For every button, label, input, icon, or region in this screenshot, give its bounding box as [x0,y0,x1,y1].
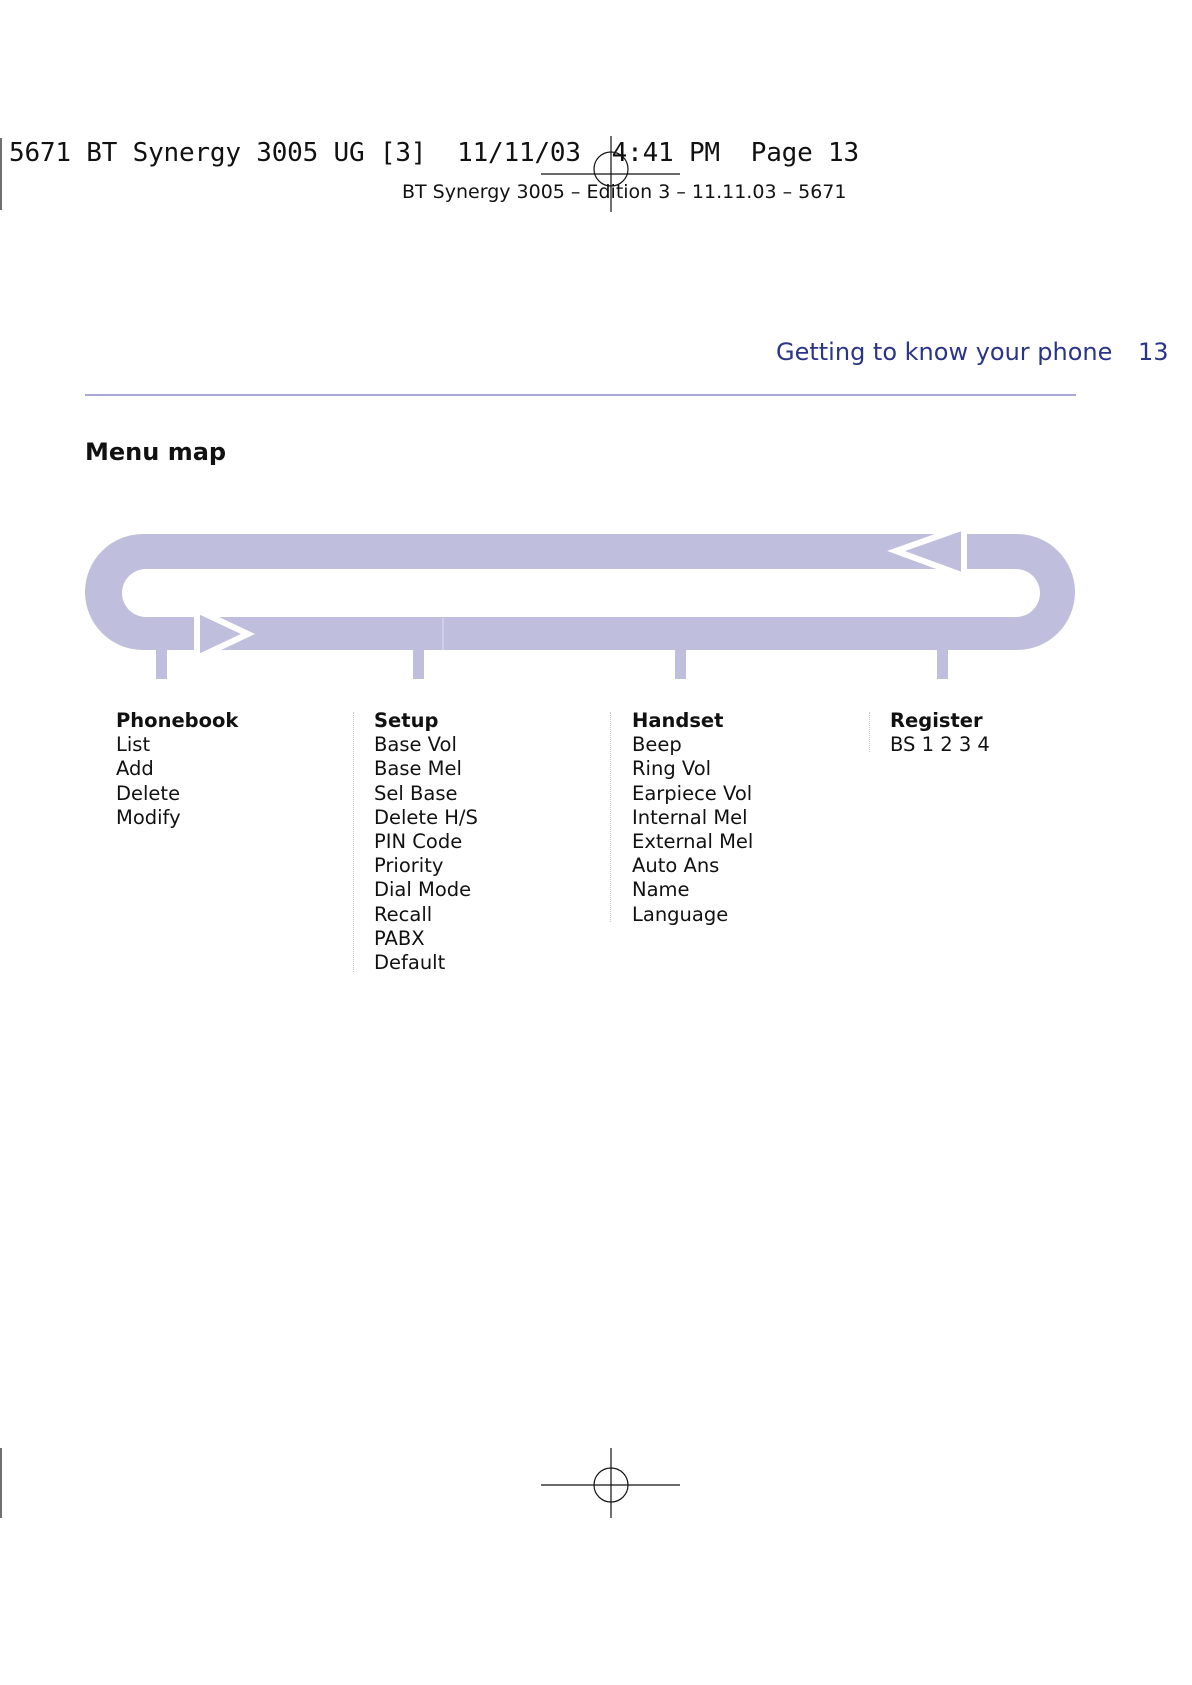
menu-item: Base Vol [374,733,457,757]
column-divider [353,712,354,972]
menu-item: Name [632,878,690,902]
menu-item: Auto Ans [632,854,720,878]
menu-column-setup [374,709,478,975]
menu-item: Language [632,902,729,926]
menu-heading: Register [890,709,983,732]
menu-item: PIN Code [374,830,463,854]
menu-item: List [116,733,151,757]
menu-item: Earpiece Vol [632,781,753,805]
stem-handset [675,649,686,679]
stem-phonebook [156,649,167,679]
print-slug-line: 5671 BT Synergy 3005 UG [3] 11/11/03 4:41 PM Page 13 [9,138,859,168]
menu-item: Base Mel [374,757,462,781]
menu-column-phonebook [116,709,238,830]
edition-line: BT Synergy 3005 – Edition 3 – 11.11.03 – 5671 [402,181,847,203]
menu-item: Dial Mode [374,878,472,902]
menu-item: Sel Base [374,781,458,805]
menu-item: Beep [632,733,682,757]
section-title: Menu map [85,438,227,466]
menu-heading: Setup [374,709,439,732]
stem-register [937,649,948,679]
menu-item: BS 1 2 3 4 [890,733,990,757]
running-header-title: Getting to know your phone [776,338,1113,366]
menu-column-register [890,709,990,757]
menu-column-handset [632,709,753,927]
menu-item: Recall [374,902,433,926]
menu-item: Modify [116,805,181,829]
stem-setup [413,649,424,679]
column-divider [869,712,870,752]
menu-heading: Phonebook [116,709,239,732]
menu-item: Delete [116,781,181,805]
menu-loop-diagram [0,0,1192,720]
menu-item: Add [116,757,154,781]
menu-item: External Mel [632,830,754,854]
menu-item: Default [374,951,446,975]
menu-heading: Handset [632,709,724,732]
menu-item: Internal Mel [632,805,748,829]
menu-item: Delete H/S [374,805,478,829]
page-number: 13 [1138,338,1169,366]
column-divider [610,712,611,922]
menu-item: Priority [374,854,444,878]
menu-item: Ring Vol [632,757,712,781]
menu-item: PABX [374,926,425,950]
